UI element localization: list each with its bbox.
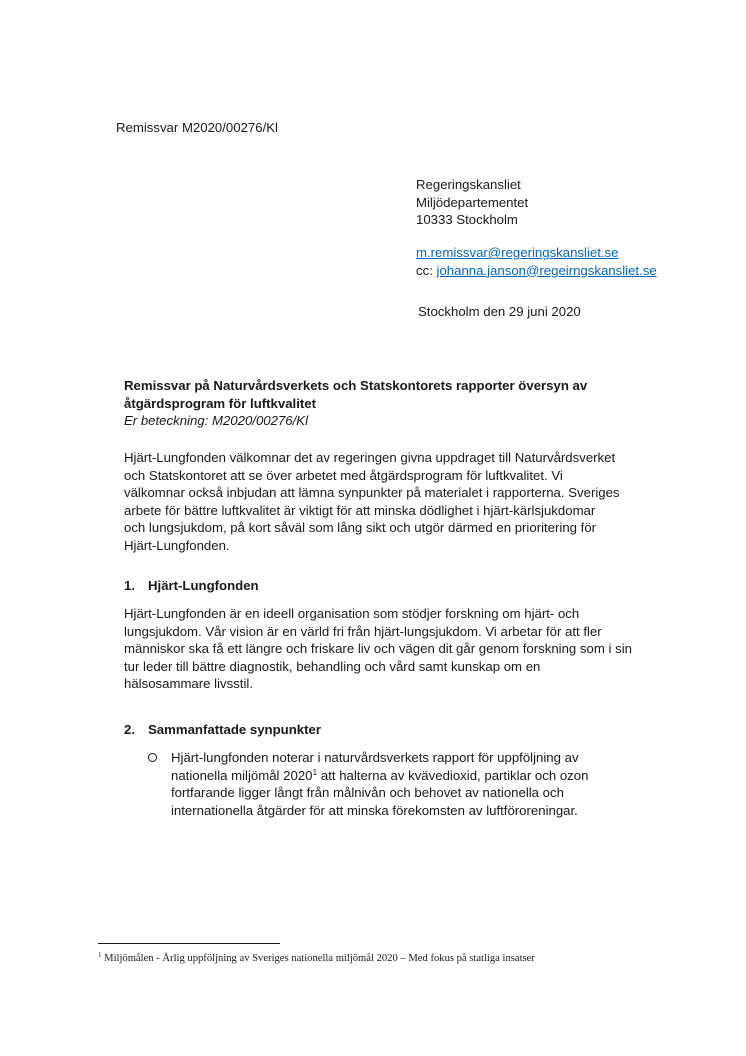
paragraph-line: och Statskontoret att se över arbetet med åtgärdsprogram för luftkvalitet. Vi bbox=[124, 467, 563, 483]
bullet-line: internationella åtgärder för att minska förekomsten av luftföroreningar. bbox=[171, 802, 578, 818]
intro-paragraph bbox=[124, 449, 656, 554]
date-line: Stockholm den 29 juni 2020 bbox=[418, 304, 581, 319]
footnote-text: Miljömålen - Årlig uppföljning av Sveriges nationella miljömål 2020 – Med fokus på statliga insatser bbox=[101, 953, 535, 964]
recipient-line: Regeringskansliet bbox=[416, 177, 521, 192]
footnote-reference[interactable]: 1 bbox=[312, 766, 318, 777]
bullet-line bbox=[171, 767, 588, 785]
footnote bbox=[98, 952, 535, 965]
heading-subtitle: Er beteckning: M2020/00276/Kl bbox=[124, 413, 309, 428]
cc-label: cc: bbox=[416, 262, 433, 278]
paragraph-line: Hjärt-Lungfonden är en ideell organisation som stödjer forskning om hjärt- och bbox=[124, 606, 580, 621]
section-title: Hjärt-Lungfonden bbox=[148, 578, 259, 593]
section-number: 2. bbox=[124, 722, 135, 737]
bullet-line: fortfarande ligger långt från målnivån och behovet av nationella och bbox=[171, 785, 564, 800]
heading-title-line: åtgärdsprogram för luftkvalitet bbox=[124, 395, 316, 411]
reference-number: Remissvar M2020/00276/Kl bbox=[116, 120, 278, 135]
footnote-divider bbox=[98, 943, 280, 944]
paragraph-line: Hjärt-Lungfonden. bbox=[124, 537, 230, 553]
paragraph-line: lungsjukdom. Vår vision är en värld fri från hjärt-lungsjukdom. Vi arbetar för att fler bbox=[124, 623, 602, 639]
circle-bullet-icon bbox=[148, 753, 157, 762]
paragraph-line: tur leder till bättre diagnostik, behandling och vård samt kunskap om en bbox=[124, 658, 541, 674]
paragraph-line: hälsosammare livsstil. bbox=[124, 676, 253, 691]
paragraph-line: och lungsjukdom, på kort såväl som lång sikt och utgör därmed en prioritering för bbox=[124, 520, 597, 535]
section-heading-1 bbox=[124, 577, 259, 595]
primary-email-link[interactable]: m.remissvar@regeringskansliet.se bbox=[416, 245, 619, 260]
footnote-marker: 1 bbox=[98, 951, 102, 959]
document-heading bbox=[124, 377, 644, 430]
section-heading-2 bbox=[124, 721, 321, 739]
paragraph-line: välkomnar också inbjudan att lämna synpunkter på materialet i rapporterna. Sveriges bbox=[124, 485, 620, 500]
heading-title-line: Remissvar på Naturvårdsverkets och Statskontorets rapporter översyn av bbox=[124, 378, 588, 393]
cc-email-link[interactable]: johanna.janson@regeirngskansliet.se bbox=[436, 262, 657, 278]
bullet-text: att halterna av kvävedioxid, partiklar och ozon bbox=[317, 767, 589, 783]
recipient-address bbox=[416, 176, 528, 229]
section-1-paragraph bbox=[124, 605, 656, 693]
bullet-line: Hjärt-lungfonden noterar i naturvårdsverkets rapport för uppföljning av bbox=[171, 750, 579, 765]
paragraph-line: arbete för bättre luftkvalitet är viktigt för att minska dödlighet i hjärt-kärlsjukdomar bbox=[124, 502, 596, 518]
email-block bbox=[416, 244, 657, 279]
recipient-line: Miljödepartementet bbox=[416, 194, 529, 210]
bullet-text: nationella miljömål 2020 bbox=[171, 767, 313, 783]
section-title: Sammanfattade synpunkter bbox=[148, 722, 321, 737]
recipient-line: 10333 Stockholm bbox=[416, 212, 518, 227]
paragraph-line: Hjärt-Lungfonden välkomnar det av regeringen givna uppdraget till Naturvårdsverket bbox=[124, 450, 616, 465]
paragraph-line: människor ska få ett längre och friskare liv och vägen dit går genom forskning som i sin bbox=[124, 641, 632, 656]
section-number: 1. bbox=[124, 578, 135, 593]
